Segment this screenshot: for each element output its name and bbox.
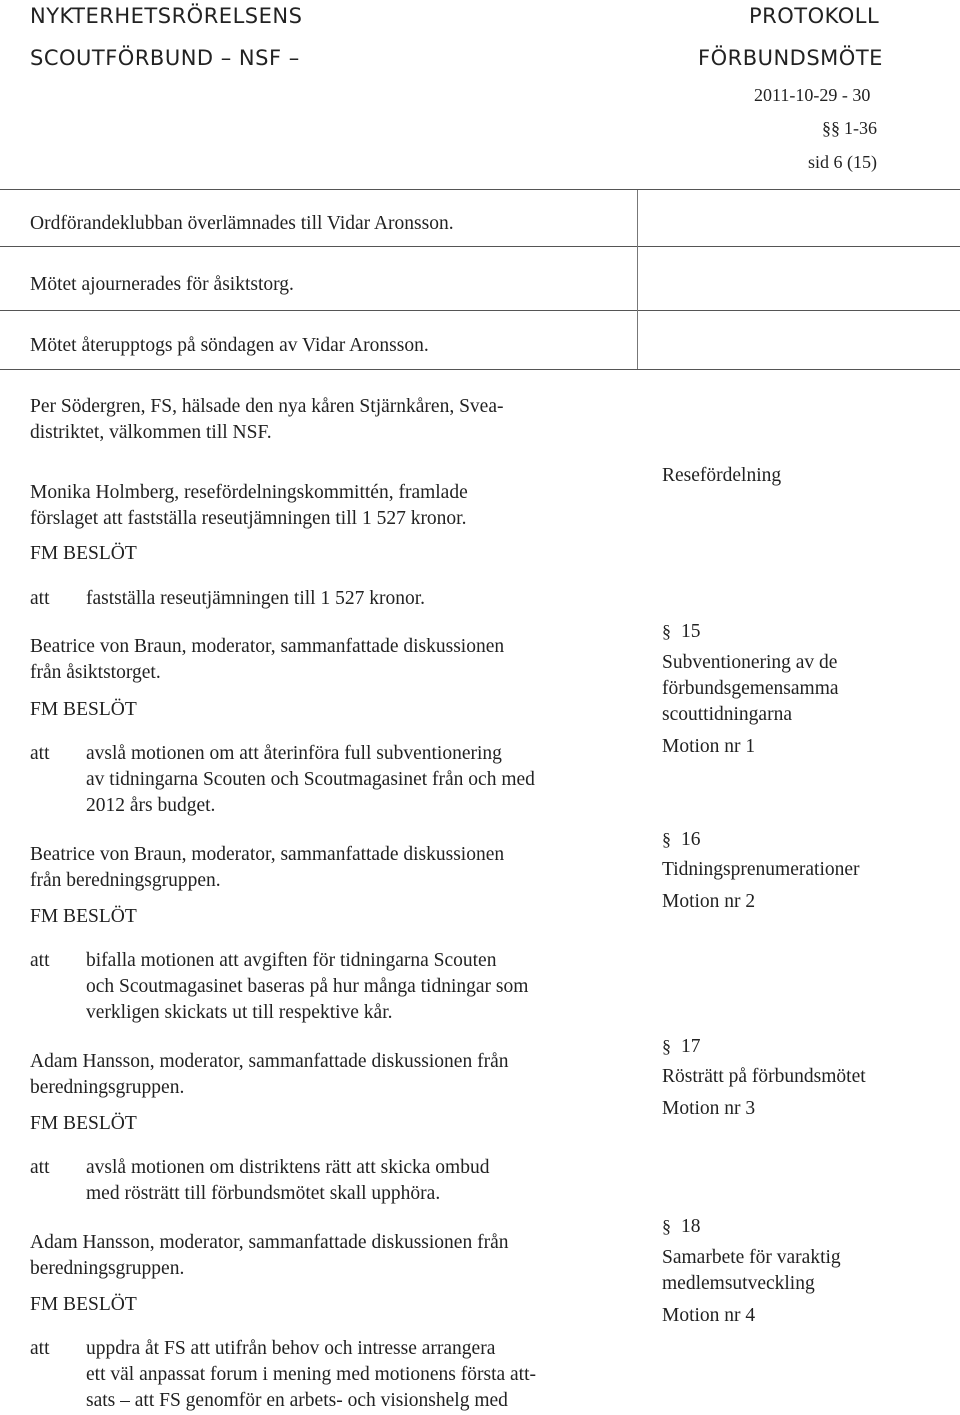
meeting-name: FÖRBUNDSMÖTE: [698, 46, 883, 70]
margin-section-15: [662, 618, 701, 645]
minutes-paragraph: Per Södergren, FS, hälsade den nya kåren Stjärnkåren, Svea-: [30, 396, 504, 417]
decision-text: avslå motionen om att återinföra full subventionering: [86, 743, 502, 764]
doc-type: PROTOKOLL: [749, 4, 880, 28]
section-number: 16: [681, 829, 701, 850]
decision-text: och Scoutmagasinet baseras på hur många tidningar som: [86, 976, 529, 997]
margin-section-title: Subventionering av de: [662, 652, 838, 673]
decision-heading: FM BESLÖT: [30, 543, 137, 564]
decision-text: 2012 års budget.: [86, 795, 216, 816]
org-name-line1: NYKTERHETSRÖRELSENS: [30, 4, 303, 28]
header-divider: [0, 189, 960, 190]
minutes-paragraph: Mötet ajournerades för åsiktstorg.: [30, 274, 294, 295]
minutes-paragraph: Monika Holmberg, resefördelningskommittén, framlade: [30, 482, 468, 503]
margin-section-18: [662, 1213, 701, 1240]
decision-text: ett väl anpassat forum i mening med motionens första att-: [86, 1364, 537, 1385]
minutes-paragraph: förslaget att fastställa reseutjämningen till 1 527 kronor.: [30, 508, 467, 529]
margin-section-title: Samarbete för varaktig: [662, 1247, 841, 1268]
decision-text: verkligen skickats ut till respektive kår.: [86, 1002, 393, 1023]
margin-section-16: [662, 826, 701, 853]
minutes-paragraph: beredningsgruppen.: [30, 1077, 185, 1098]
margin-motion-ref: Motion nr 2: [662, 891, 756, 912]
att-marker: att: [30, 588, 50, 609]
att-marker: att: [30, 1157, 50, 1178]
paragraph-range: [822, 118, 877, 139]
decision-text: med rösträtt till förbundsmötet skall upphöra.: [86, 1183, 441, 1204]
margin-motion-ref: Motion nr 1: [662, 736, 756, 757]
minutes-paragraph: Mötet återupptogs på söndagen av Vidar Aronsson.: [30, 335, 429, 356]
row-divider: [0, 369, 960, 370]
decision-heading: FM BESLÖT: [30, 1294, 137, 1315]
decision-heading: FM BESLÖT: [30, 699, 137, 720]
row-divider: [0, 310, 960, 311]
att-marker: att: [30, 743, 50, 764]
decision-text: avslå motionen om distriktens rätt att skicka ombud: [86, 1157, 490, 1178]
section-sign-icon: §: [662, 621, 671, 641]
margin-heading-resefordelning: Resefördelning: [662, 465, 782, 486]
minutes-paragraph: från beredningsgruppen.: [30, 870, 221, 891]
att-marker: att: [30, 1338, 50, 1359]
decision-heading: FM BESLÖT: [30, 906, 137, 927]
decision-text: sats – att FS genomför en arbets- och visionshelg med: [86, 1390, 508, 1411]
decision-text: av tidningarna Scouten och Scoutmagasinet från och med: [86, 769, 535, 790]
minutes-paragraph: Beatrice von Braun, moderator, sammanfattade diskussionen: [30, 636, 505, 657]
page-number: sid 6 (15): [808, 152, 877, 172]
margin-section-title: scouttidningarna: [662, 704, 792, 725]
margin-section-title: förbundsgemensamma: [662, 678, 839, 699]
margin-motion-ref: Motion nr 4: [662, 1305, 756, 1326]
org-name-line2: SCOUTFÖRBUND – NSF –: [30, 46, 300, 70]
margin-section-title: Rösträtt på förbundsmötet: [662, 1066, 866, 1087]
minutes-paragraph: distriktet, välkommen till NSF.: [30, 422, 272, 443]
decision-text: uppdra åt FS att utifrån behov och intresse arrangera: [86, 1338, 496, 1359]
minutes-paragraph: beredningsgruppen.: [30, 1258, 185, 1279]
att-marker: att: [30, 950, 50, 971]
paragraph-sign-icon: §§: [822, 118, 840, 138]
decision-heading: FM BESLÖT: [30, 1113, 137, 1134]
meeting-dates: 2011-10-29 - 30: [754, 85, 871, 105]
section-sign-icon: §: [662, 1036, 671, 1056]
section-number: 18: [681, 1216, 701, 1237]
section-sign-icon: §: [662, 1216, 671, 1236]
decision-text: fastställa reseutjämningen till 1 527 kronor.: [86, 588, 426, 609]
minutes-paragraph: Ordförandeklubban överlämnades till Vidar Aronsson.: [30, 213, 454, 234]
minutes-paragraph: Adam Hansson, moderator, sammanfattade diskussionen från: [30, 1051, 509, 1072]
section-number: 15: [681, 621, 701, 642]
margin-section-title: medlemsutveckling: [662, 1273, 815, 1294]
margin-section-17: [662, 1033, 701, 1060]
column-divider-mid: [637, 190, 638, 370]
margin-section-title: Tidningsprenumerationer: [662, 859, 860, 880]
paragraph-range-value: 1-36: [844, 118, 877, 138]
row-divider: [0, 246, 960, 247]
minutes-paragraph: från åsiktstorget.: [30, 662, 161, 683]
section-sign-icon: §: [662, 829, 671, 849]
decision-text: bifalla motionen att avgiften för tidningarna Scouten: [86, 950, 497, 971]
minutes-paragraph: Adam Hansson, moderator, sammanfattade diskussionen från: [30, 1232, 509, 1253]
margin-motion-ref: Motion nr 3: [662, 1098, 756, 1119]
minutes-paragraph: Beatrice von Braun, moderator, sammanfattade diskussionen: [30, 844, 505, 865]
section-number: 17: [681, 1036, 701, 1057]
